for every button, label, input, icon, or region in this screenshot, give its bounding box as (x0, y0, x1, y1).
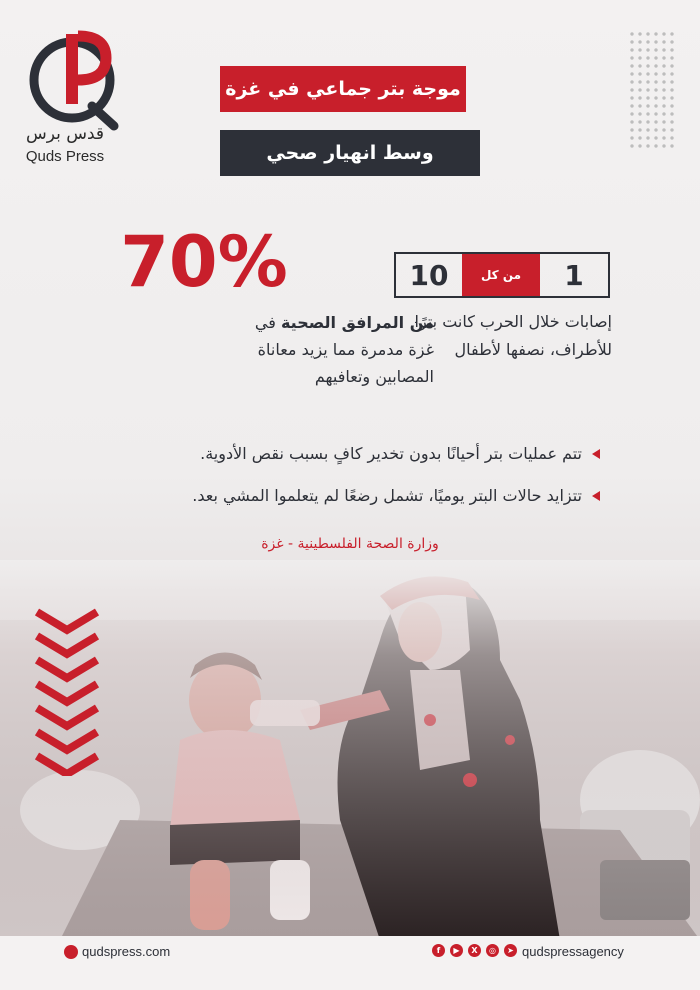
bullet-item-1 (80, 444, 600, 463)
bullet-text-2: تتزايد حالات البتر يوميًا، تشمل رضعًا لم يتعلموا المشي بعد. (192, 486, 582, 505)
facebook-icon[interactable]: f (432, 944, 445, 957)
ratio-right-number: 1 (564, 258, 584, 292)
brand-name-arabic: قدس برس (25, 124, 105, 144)
ratio-left-number: 10 (409, 258, 449, 292)
bullet-triangle-icon (592, 491, 600, 501)
x-icon[interactable]: X (468, 944, 481, 957)
social-icons (432, 944, 517, 957)
brand-name-english: Quds Press (25, 148, 105, 165)
social-handle[interactable]: qudspressagency (522, 944, 624, 959)
youtube-icon[interactable]: ▶ (450, 944, 463, 957)
percent-value: 70% (120, 221, 288, 303)
percent-rest-2: غزة مدمرة مما يزيد معاناة (257, 340, 434, 359)
ratio-line-1: إصابات خلال الحرب كانت بترًا (414, 312, 612, 331)
globe-icon (64, 945, 78, 959)
photo-mother-and-child (0, 560, 700, 940)
telegram-icon[interactable]: ➤ (504, 944, 517, 957)
instagram-icon[interactable]: ◎ (486, 944, 499, 957)
percent-highlight: من المرافق الصحية (280, 313, 434, 332)
bullet-text-1: تتم عمليات بتر أحيانًا بدون تخدير كافٍ بسبب نقص الأدوية. (200, 444, 582, 463)
ratio-line-2: للأطراف، نصفها لأطفال (454, 340, 612, 359)
bullet-item-2 (80, 486, 600, 505)
ratio-description (382, 308, 612, 364)
dot-pattern (628, 30, 676, 148)
ratio-middle-label: من كل (462, 254, 540, 296)
website-link[interactable]: qudspress.com (82, 944, 171, 959)
chevron-down-icon (34, 608, 100, 776)
title-line-2: وسط انهيار صحي (220, 130, 480, 176)
bullet-triangle-icon (592, 449, 600, 459)
source-label: وزارة الصحة الفلسطينية - غزة (261, 536, 439, 552)
title-line-1: موجة بتر جماعي في غزة (220, 66, 466, 112)
percent-rest-1: في (254, 313, 276, 332)
ratio-box (394, 252, 610, 298)
percent-rest-3: المصابين وتعافيهم (314, 367, 434, 386)
